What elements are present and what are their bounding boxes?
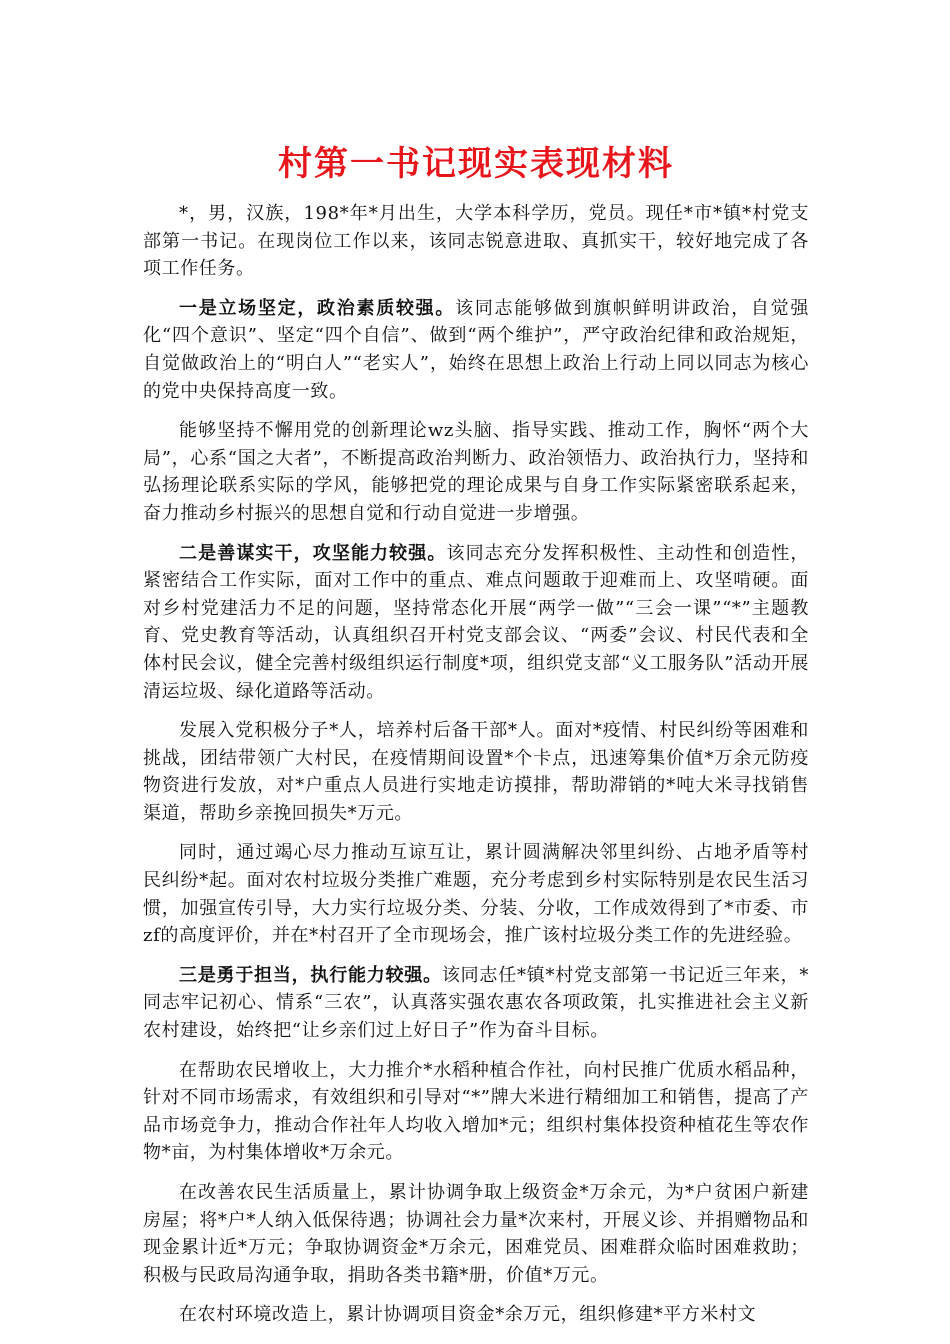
paragraph-section-2-detail-b <box>143 839 809 949</box>
paragraph-text: 该同志能够做到旗帜鲜明讲政治，自觉强化“四个意识”、坚定“四个自信”、做到“两个维护”，严守政治纪律和政治规矩，自觉做政治上的“明白人”“老实人”，始终在思想上政治上行动上同以同志为核心的党中央保持高度一致。 <box>143 297 809 402</box>
document-page <box>143 130 809 1341</box>
paragraph-section-3 <box>143 962 809 1045</box>
paragraph-section-3-detail-a <box>143 1057 809 1167</box>
paragraph-section-2 <box>143 540 809 706</box>
paragraph-lead: 二是善谋实干，攻坚能力较强。 <box>179 542 447 564</box>
paragraph-text: *，男，汉族，198*年*月出生，大学本科学历，党员。现任*市*镇*村党支部第一书记。在现岗位工作以来，该同志锐意进取、真抓实干，较好地完成了各项工作任务。 <box>143 203 809 280</box>
paragraph-text: 该同志充分发挥积极性、主动性和创造性，紧密结合工作实际，面对工作中的重点、难点问题敢于迎难而上、攻坚啃硬。面对乡村党建活力不足的问题，坚持常态化开展“两学一做”“三会一课”“*”主题教育、党史教育等活动，认真组织召开村党支部会议、“两委”会议、村民代表和全体村民会议，健全完善村级组织运行制度*项，组织党支部“义工服务队”活动开展清运垃圾、绿化道路等活动。 <box>143 542 809 702</box>
paragraph-text: 该同志任*镇*村党支部第一书记近三年来，*同志牢记初心、情系“三农”，认真落实强农惠农各项政策，扎实推进社会主义新农村建设，始终把“让乡亲们过上好日子”作为奋斗目标。 <box>143 964 809 1042</box>
paragraph-text: 发展入党积极分子*人，培养村后备干部*人。面对*疫情、村民纠纷等困难和挑战，团结带领广大村民，在疫情期间设置*个卡点，迅速筹集价值*万余元防疫物资进行发放，对*户重点人员进行实地走访摸排，帮助滞销的*吨大米寻找销售渠道，帮助乡亲挽回损失*万元。 <box>143 720 809 824</box>
paragraph-text: 在帮助农民增收上，大力推介*水稻种植合作社，向村民推广优质水稻品种，针对不同市场需求，有效组织和引导对“*”牌大米进行精细加工和销售，提高了产品市场竞争力，推动合作社年人均收入增加*元；组织村集体投资种植花生等农作物*亩，为村集体增收*万余元。 <box>143 1059 809 1164</box>
paragraph-section-1-detail <box>143 417 809 527</box>
paragraph-text: 在改善农民生活质量上，累计协调争取上级资金*万余元，为*户贫困户新建房屋；将*户*人纳入低保待遇；协调社会力量*次来村，开展义诊、并捐赠物品和现金累计近*万元；争取协调资金*万余元，困难党员、困难群众临时困难救助；积极与民政局沟通争取，捐助各类书籍*册，价值*万元。 <box>143 1182 809 1286</box>
paragraph-section-3-detail-b <box>143 1179 809 1289</box>
paragraph-section-1 <box>143 295 809 405</box>
paragraph-lead: 三是勇于担当，执行能力较强。 <box>179 964 442 986</box>
paragraph-intro <box>143 200 809 283</box>
paragraph-section-3-detail-c <box>143 1301 809 1329</box>
paragraph-text: 在农村环境改造上，累计协调项目资金*余万元，组织修建*平方米村文 <box>179 1304 757 1326</box>
paragraph-lead: 一是立场坚定，政治素质较强。 <box>179 297 456 319</box>
document-title: 村第一书记现实表现材料 <box>278 144 674 184</box>
paragraph-text: 能够坚持不懈用党的创新理论wz头脑、指导实践、推动工作，胸怀“两个大局”，心系“国之大者”，不断提高政治判断力、政治领悟力、政治执行力，坚持和弘扬理论联系实际的学风，能够把党的理论成果与自身工作实际紧密联系起来，奋力推动乡村振兴的思想自觉和行动自觉进一步增强。 <box>143 420 809 524</box>
paragraph-text: 同时，通过竭心尽力推动互谅互让，累计圆满解决邻里纠纷、占地矛盾等村民纠纷*起。面对农村垃圾分类推广难题，充分考虑到乡村实际特别是农民生活习惯，加强宣传引导，大力实行垃圾分类、分装、分收，工作成效得到了*市委、市zf的高度评价，并在*村召开了全市现场会，推广该村垃圾分类工作的先进经验。 <box>143 842 809 947</box>
paragraph-section-2-detail-a <box>143 717 809 827</box>
